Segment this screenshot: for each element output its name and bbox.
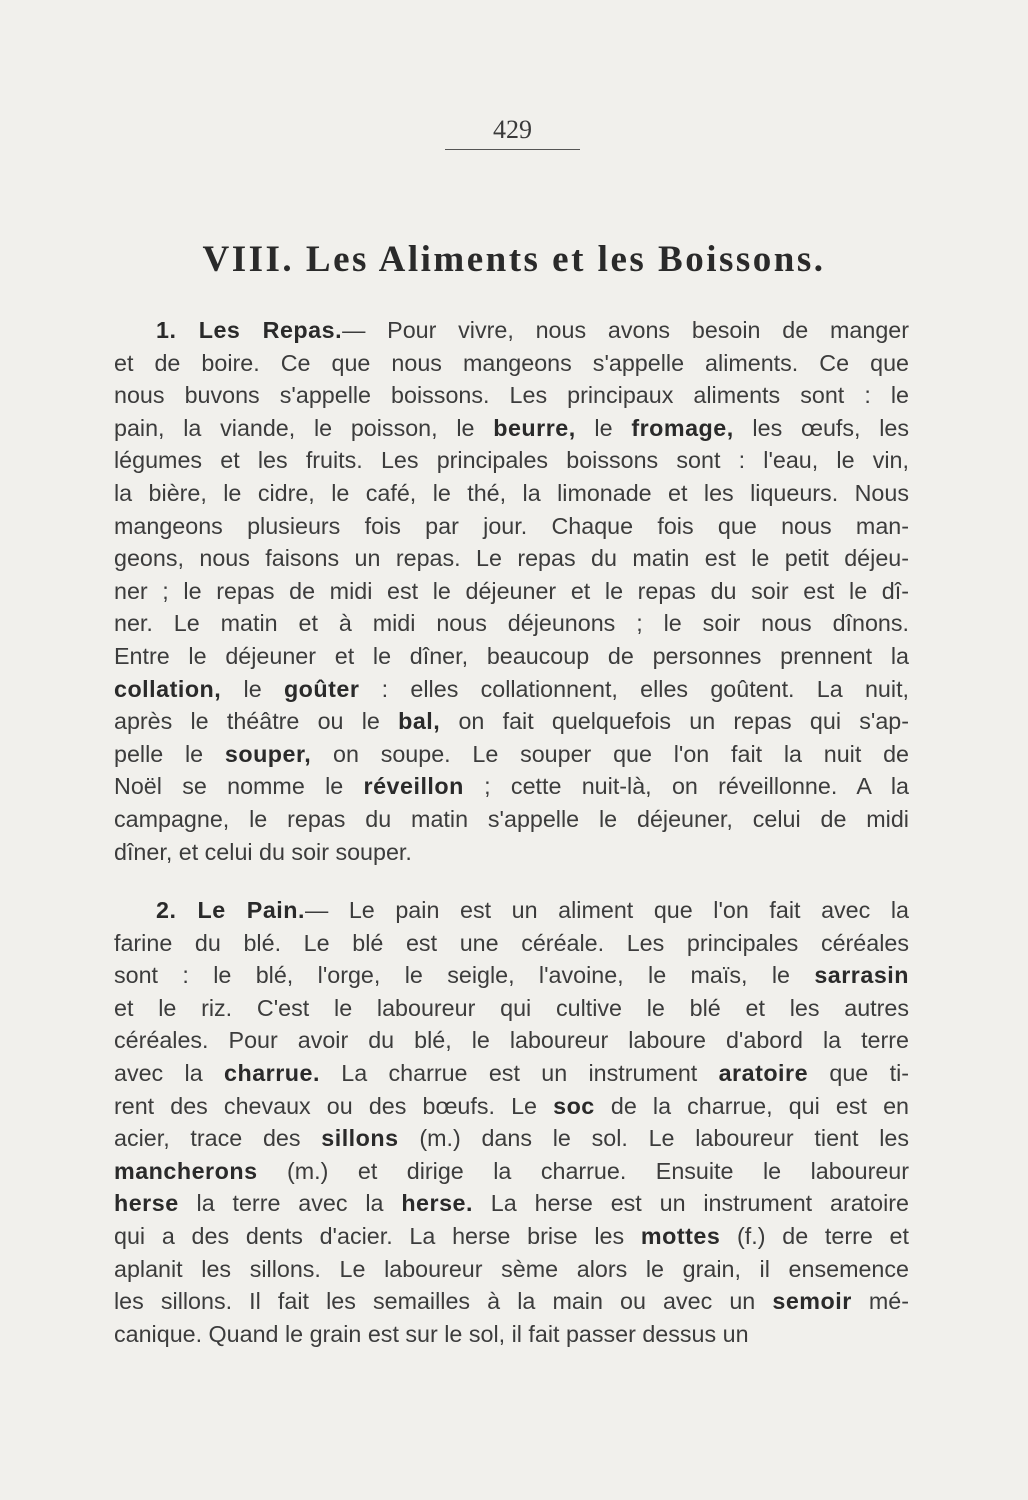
keyword: souper, xyxy=(224,740,312,767)
text-run: céréales. Pour avoir du blé, le laboureur laboure d'abord la terre xyxy=(114,1027,909,1054)
text-line xyxy=(114,347,909,380)
text-run: on fait quelquefois un repas qui s'ap- xyxy=(440,708,909,735)
keyword: soc xyxy=(553,1092,595,1119)
keyword: collation, xyxy=(114,675,222,702)
text-run: acier, trace des xyxy=(114,1125,322,1152)
text-line xyxy=(114,959,909,992)
text-run: on soupe. Le souper que l'on fait la nuit de xyxy=(311,740,909,767)
text-run: rent des chevaux ou des bœufs. Le xyxy=(114,1092,554,1119)
text-line xyxy=(114,1187,909,1220)
text-line xyxy=(114,705,909,738)
text-line xyxy=(114,1220,909,1253)
keyword: beurre, xyxy=(493,414,576,441)
section-heading: 1. Les Repas. xyxy=(156,317,343,343)
text-line xyxy=(114,673,909,706)
text-line xyxy=(114,1285,909,1318)
text-line xyxy=(114,379,909,412)
text-line xyxy=(114,1318,909,1351)
text-line xyxy=(114,894,909,927)
text-run: (m.) dans le sol. Le laboureur tient les xyxy=(398,1125,909,1152)
text-line xyxy=(114,510,909,543)
text-line xyxy=(114,542,909,575)
text-line xyxy=(114,836,909,869)
text-run: nous buvons s'appelle boissons. Les principaux aliments sont : le xyxy=(114,382,909,409)
text-run: pain, la viande, le poisson, le xyxy=(114,414,494,441)
keyword: charrue. xyxy=(224,1059,320,1086)
text-run: farine du blé. Le blé est une céréale. Les principales céréales xyxy=(114,929,909,956)
keyword: fromage, xyxy=(631,414,734,441)
page-number-rule xyxy=(445,149,580,150)
text-run: légumes et les fruits. Les principales boissons sont : l'eau, le vin, xyxy=(114,447,909,474)
text-line xyxy=(114,1253,909,1286)
text-run: Entre le déjeuner et le dîner, beaucoup de personnes prennent la xyxy=(114,642,909,669)
text-run: aplanit les sillons. Le laboureur sème alors le grain, il ensemence xyxy=(114,1255,909,1282)
text-line xyxy=(114,803,909,836)
keyword: mancherons xyxy=(114,1157,258,1184)
text-run: qui a des dents d'acier. La herse brise les xyxy=(114,1222,641,1249)
keyword: herse xyxy=(114,1190,179,1217)
keyword: aratoire xyxy=(718,1059,809,1086)
text-run: — Pour vivre, nous avons besoin de manger xyxy=(342,317,910,343)
text-run: — Le pain est un aliment que l'on fait avec la xyxy=(304,897,910,923)
text-run: de la charrue, qui est en xyxy=(594,1092,909,1119)
text-line xyxy=(114,314,909,347)
text-run: Noël se nomme le xyxy=(114,773,364,800)
text-run: (m.) et dirige la charrue. Ensuite le laboureur xyxy=(257,1157,909,1184)
text-run: ; cette nuit-là, on réveillonne. A la xyxy=(463,773,909,800)
keyword: bal, xyxy=(398,708,441,735)
text-run: La herse est un instrument aratoire xyxy=(472,1190,909,1217)
chapter-title: VIII. Les Aliments et les Boissons. xyxy=(202,239,826,280)
text-run: pelle le xyxy=(114,740,225,767)
text-line xyxy=(114,1122,909,1155)
text-run: sont : le blé, l'orge, le seigle, l'avoine, le maïs, le xyxy=(114,962,815,989)
text-line xyxy=(114,992,909,1025)
text-line xyxy=(114,1057,909,1090)
keyword: réveillon xyxy=(363,773,464,800)
text-run: et de boire. Ce que nous mangeons s'appelle aliments. Ce que xyxy=(114,349,909,376)
text-run: dîner, et celui du soir souper. xyxy=(114,838,412,865)
text-run: avec la xyxy=(114,1059,225,1086)
page-number: 429 xyxy=(493,115,532,144)
text-line xyxy=(114,444,909,477)
text-run: et le riz. C'est le laboureur qui cultive le blé et les autres xyxy=(114,994,909,1021)
text-line xyxy=(114,1090,909,1123)
text-run: ner. Le matin et à midi nous déjeunons ; le soir nous dînons. xyxy=(114,610,909,637)
text-run: (f.) de terre et xyxy=(720,1222,909,1249)
text-line xyxy=(114,640,909,673)
text-run: que ti- xyxy=(808,1059,909,1086)
text-run: ner ; le repas de midi est le déjeuner et le repas du soir est le dî- xyxy=(114,577,909,604)
text-line xyxy=(114,1024,909,1057)
keyword: goûter xyxy=(283,675,360,702)
text-line xyxy=(114,770,909,803)
text-line xyxy=(114,738,909,771)
text-run: canique. Quand le grain est sur le sol, il fait passer dessus un xyxy=(114,1320,749,1347)
keyword: herse. xyxy=(401,1190,473,1217)
text-line xyxy=(114,412,909,445)
text-run: geons, nous faisons un repas. Le repas du matin est le petit déjeu- xyxy=(114,545,909,572)
keyword: sarrasin xyxy=(814,962,909,989)
text-line xyxy=(114,477,909,510)
text-run: mé- xyxy=(851,1288,909,1315)
keyword: mottes xyxy=(640,1222,721,1249)
text-run: La charrue est un instrument xyxy=(319,1059,719,1086)
keyword: sillons xyxy=(321,1125,399,1152)
text-run: : elles collationnent, elles goûtent. La nuit, xyxy=(359,675,910,702)
section-pain xyxy=(114,894,909,1350)
text-line xyxy=(114,1155,909,1188)
text-run: le xyxy=(221,675,284,702)
text-run: les sillons. Il fait les semailles à la main ou avec un xyxy=(114,1288,773,1315)
text-line xyxy=(114,927,909,960)
text-run: mangeons plusieurs fois par jour. Chaque fois que nous man- xyxy=(114,512,909,539)
section-heading: 2. Le Pain. xyxy=(156,897,305,923)
text-run: la bière, le cidre, le café, le thé, la limonade et les liqueurs. Nous xyxy=(114,479,909,506)
text-run: la terre avec la xyxy=(178,1190,402,1217)
section-repas xyxy=(114,314,909,868)
text-line xyxy=(114,575,909,608)
keyword: semoir xyxy=(772,1288,852,1315)
text-run: campagne, le repas du matin s'appelle le déjeuner, celui de midi xyxy=(114,805,909,832)
text-run: le xyxy=(575,414,632,441)
text-run: les œufs, les xyxy=(733,414,910,441)
text-line xyxy=(114,607,909,640)
text-run: après le théâtre ou le xyxy=(114,708,399,735)
